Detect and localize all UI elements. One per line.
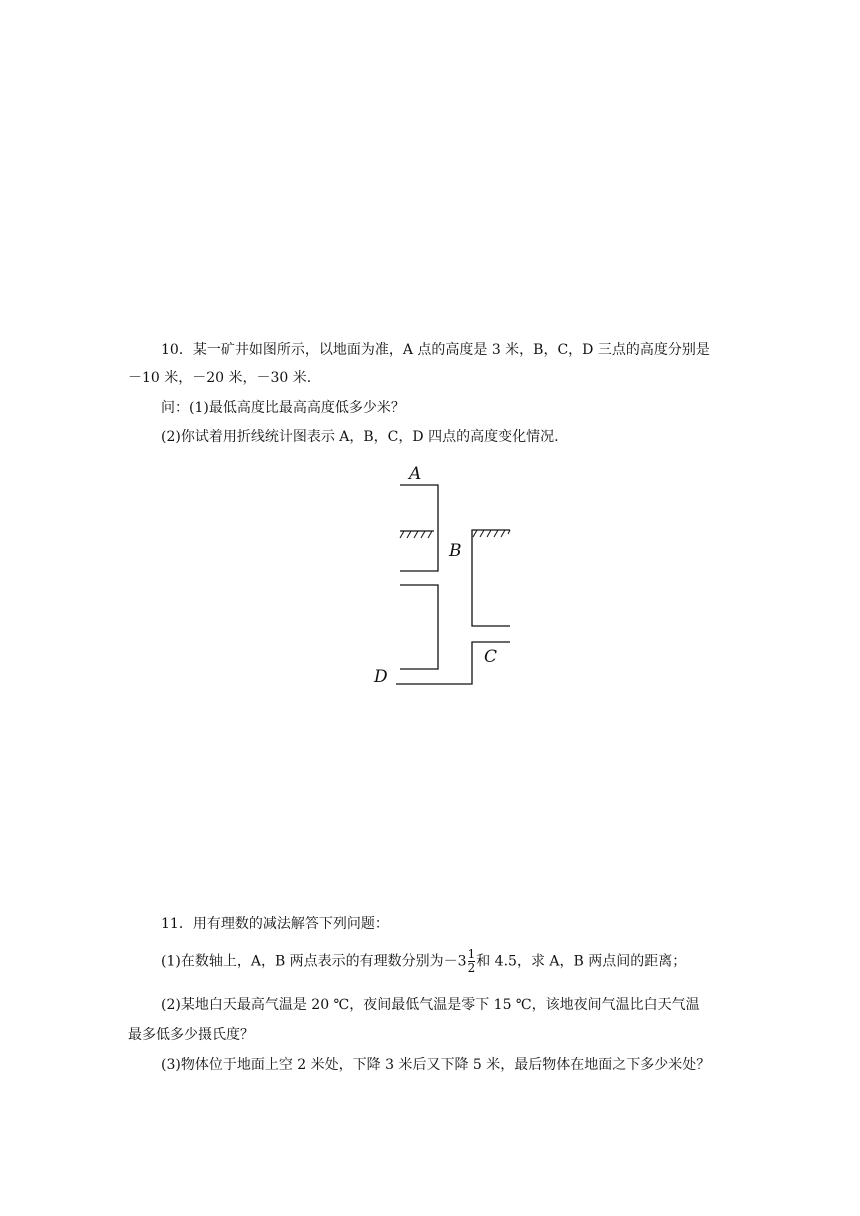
q10-text-line1: 10．某一矿井如图所示，以地面为准，A 点的高度是 3 米，B，C，D 三点的高度分别是 <box>161 342 710 358</box>
mine-shaft-figure <box>360 452 530 692</box>
point-a-label: A <box>409 464 422 484</box>
q10-subquestion-1: 问：(1)最低高度比最高高度低多少米？ <box>161 400 405 416</box>
q11-part-1-text-after: 和 4.5，求 A，B 两点间的距离； <box>476 953 687 970</box>
q11-part-2-line2: 最多低多少摄氏度？ <box>128 1027 254 1043</box>
q10-text-line2: －10 米，－20 米，－30 米. <box>128 370 312 386</box>
point-b-label: B <box>449 541 462 561</box>
q11-part-1-text-before: (1)在数轴上，A，B 两点表示的有理数分别为－3 <box>161 953 467 970</box>
q11-part-2-line1: (2)某地白天最高气温是 20 ℃，夜间最低气温是零下 15 ℃，该地夜间气温比白天气温 <box>161 997 700 1013</box>
fraction-numerator: 1 <box>467 947 476 961</box>
q10-subquestion-2: (2)你试着用折线统计图表示 A，B，C，D 四点的高度变化情况. <box>161 429 559 445</box>
fraction-one-half <box>468 948 476 975</box>
q11-title: 11．用有理数的减法解答下列问题： <box>161 916 389 932</box>
q11-part-1 <box>161 948 686 975</box>
fraction-denominator: 2 <box>467 961 476 975</box>
point-c-label: C <box>484 647 498 667</box>
q11-part-3: (3)物体位于地面上空 2 米处，下降 3 米后又下降 5 米，最后物体在地面之下多少米处？ <box>161 1057 711 1073</box>
point-d-label: D <box>374 667 388 687</box>
